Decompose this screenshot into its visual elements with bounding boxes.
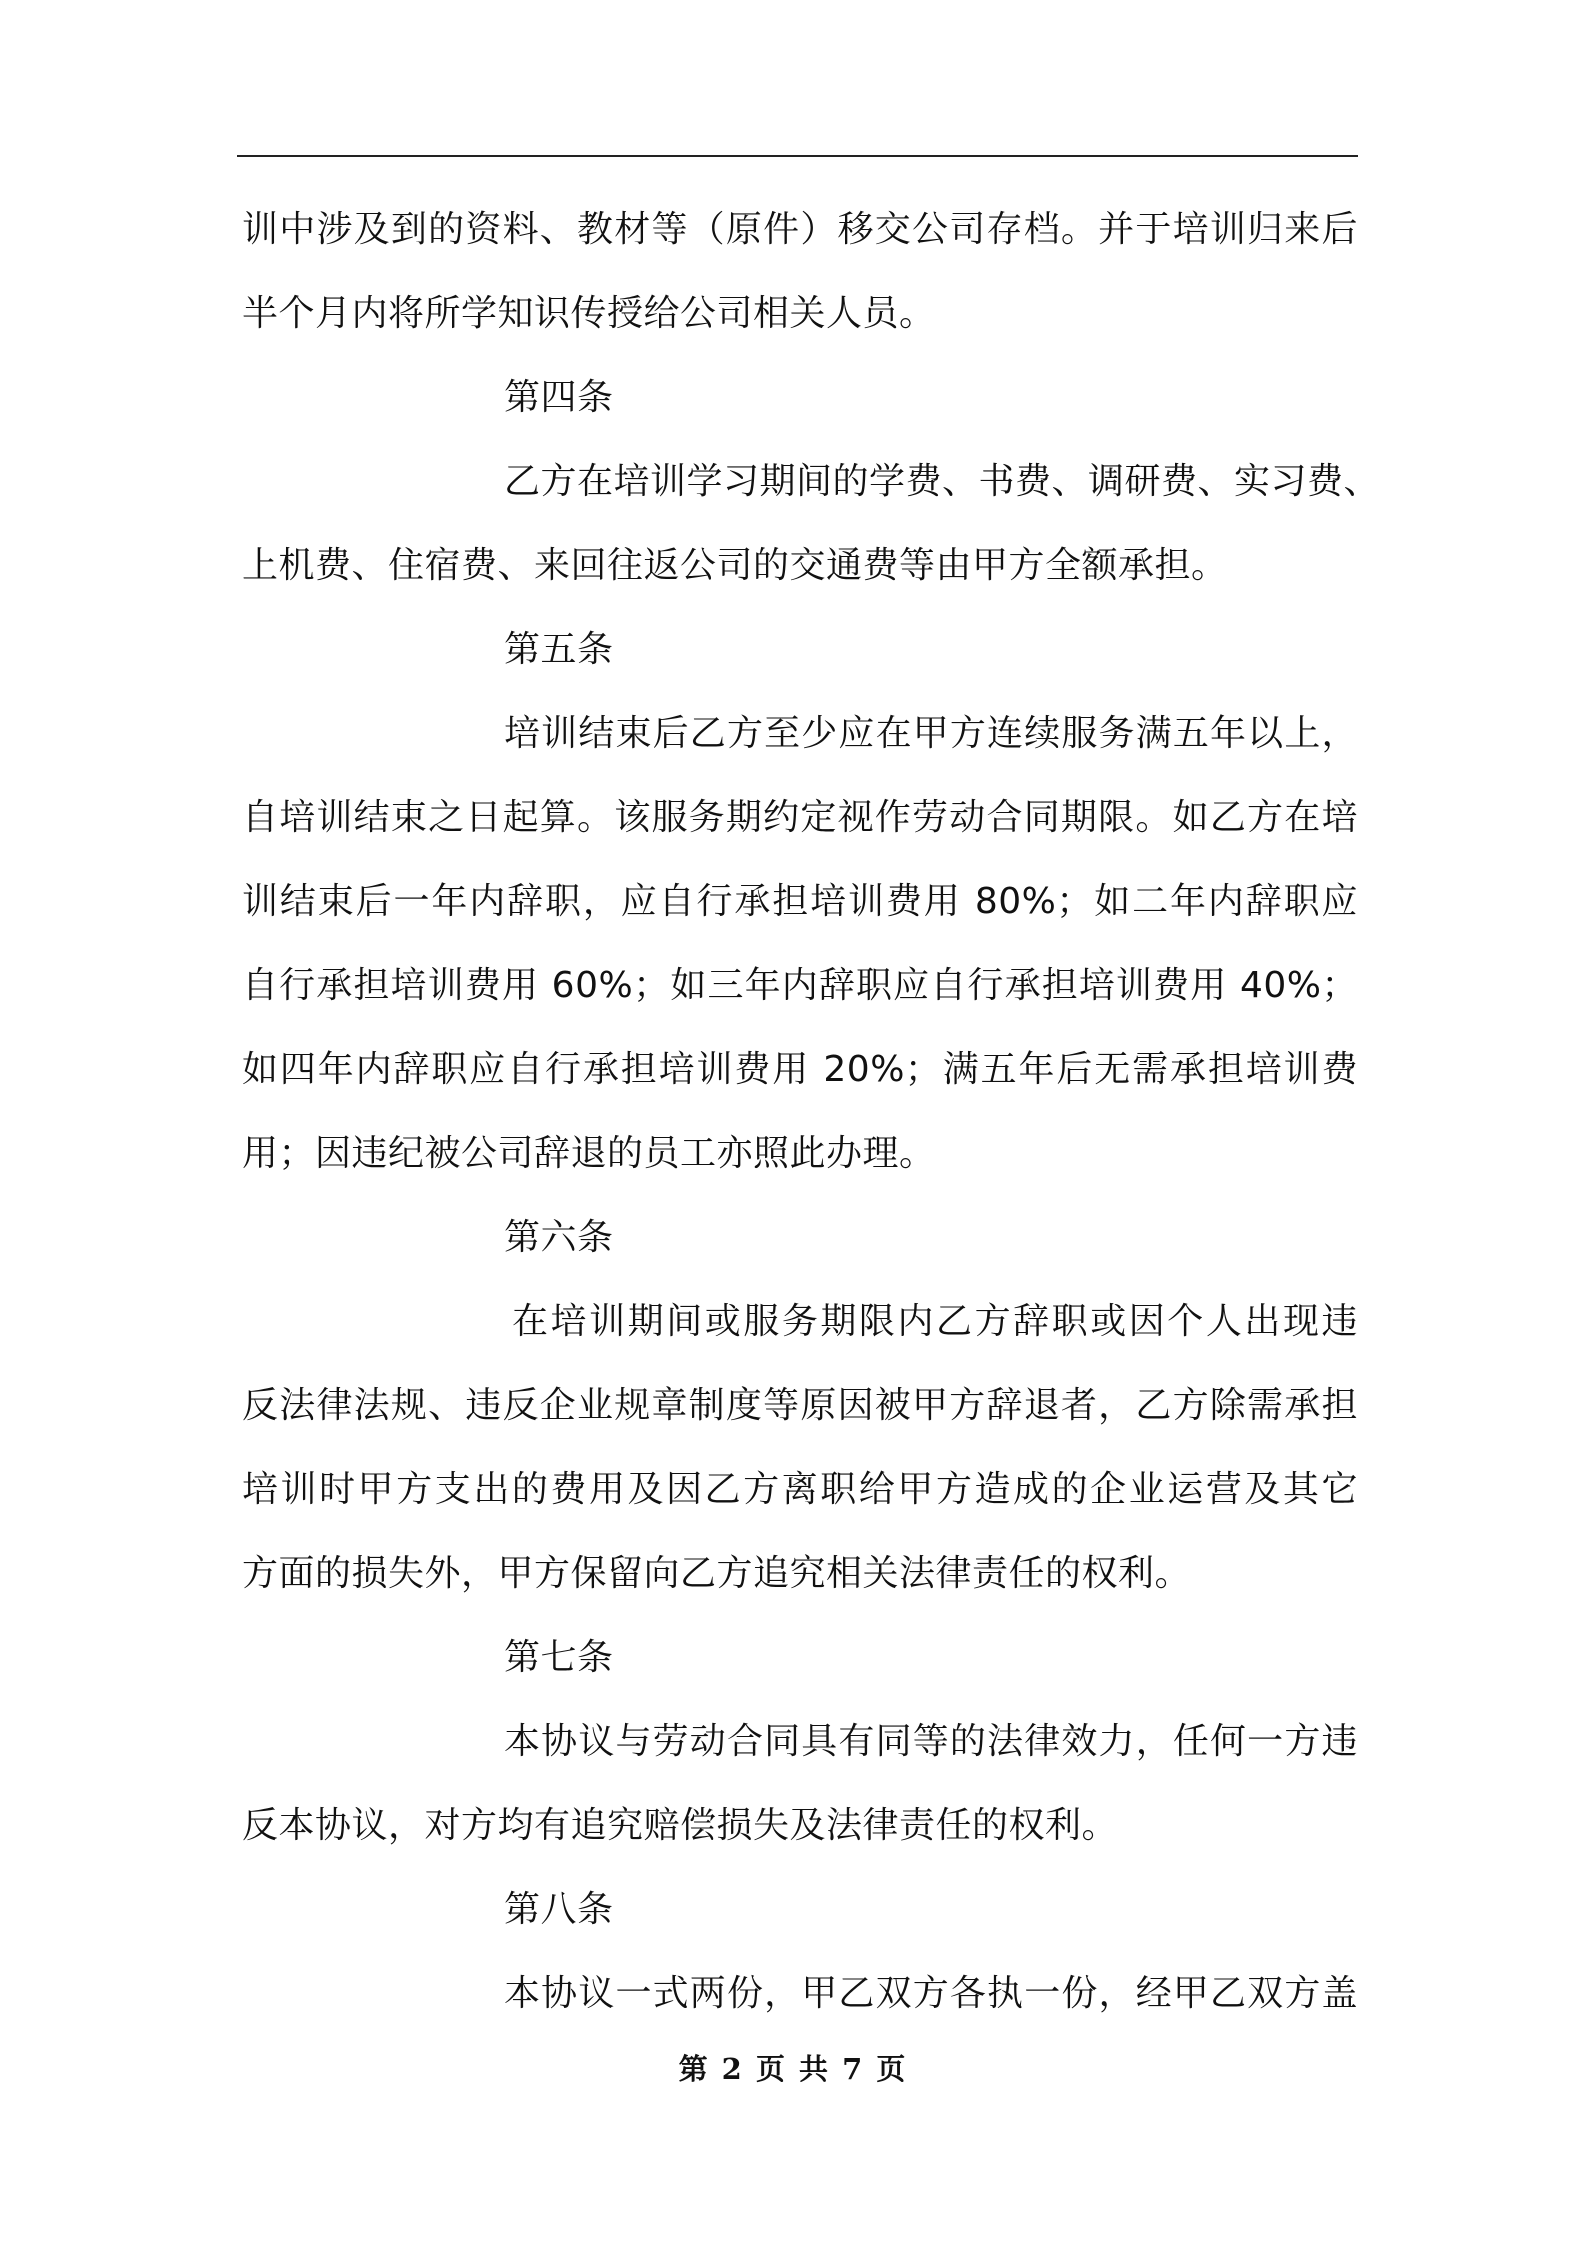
article-heading: 第四条: [504, 377, 614, 418]
header-rule: [237, 155, 1358, 157]
article-heading: 第六条: [504, 1217, 614, 1258]
text-line: 培训时甲方支出的费用及因乙方离职给甲方造成的企业运营及其它: [242, 1469, 1358, 1510]
text-line: 方面的损失外，甲方保留向乙方追究相关法律责任的权利。: [242, 1553, 1192, 1594]
text-line: 训中涉及到的资料、教材等（原件）移交公司存档。并于培训归来后: [242, 209, 1358, 250]
text-line: 用；因违纪被公司辞退的员工亦照此办理。: [242, 1133, 936, 1174]
text-line: 反法律法规、违反企业规章制度等原因被甲方辞退者，乙方除需承担: [242, 1385, 1358, 1426]
page-number-footer: 第 2 页 共 7 页: [678, 2052, 908, 2086]
text-line: 乙方在培训学习期间的学费、书费、调研费、实习费、: [504, 461, 1381, 502]
text-line: 上机费、住宿费、来回往返公司的交通费等由甲方全额承担。: [242, 545, 1228, 586]
text-line: 反本协议，对方均有追究赔偿损失及法律责任的权利。: [242, 1805, 1119, 1846]
document-body: [242, 188, 1381, 2036]
text-line: 本协议与劳动合同具有同等的法律效力，任何一方违: [504, 1721, 1358, 1762]
text-line: 在培训期间或服务期限内乙方辞职或因个人出现违: [512, 1301, 1358, 1342]
text-line: 训结束后一年内辞职，应自行承担培训费用 80%；如二年内辞职应: [242, 881, 1358, 922]
text-line: 自培训结束之日起算。该服务期约定视作劳动合同期限。如乙方在培: [242, 797, 1358, 838]
text-line: 如四年内辞职应自行承担培训费用 20%；满五年后无需承担培训费: [242, 1049, 1358, 1090]
article-heading: 第七条: [504, 1637, 614, 1678]
article-heading: 第五条: [504, 629, 614, 670]
text-line: 本协议一式两份，甲乙双方各执一份，经甲乙双方盖: [504, 1973, 1358, 2014]
text-line: 自行承担培训费用 60%；如三年内辞职应自行承担培训费用 40%；: [242, 965, 1358, 1006]
article-heading: 第八条: [504, 1889, 614, 1930]
text-line: 半个月内将所学知识传授给公司相关人员。: [242, 293, 936, 334]
text-line: 培训结束后乙方至少应在甲方连续服务满五年以上，: [504, 713, 1358, 754]
